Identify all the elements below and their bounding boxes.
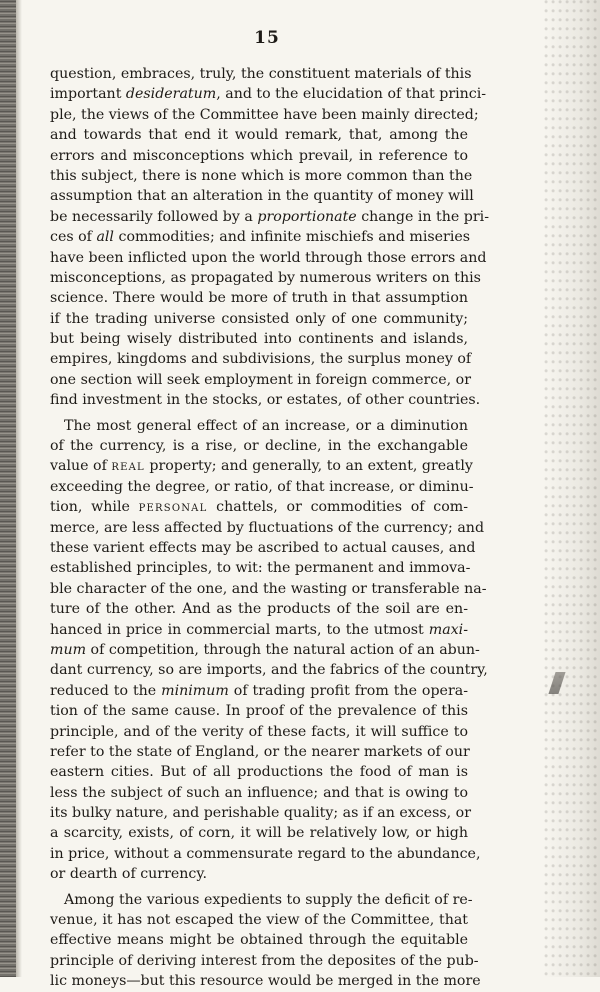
page-number: 15 — [254, 28, 280, 48]
text-line: value of REAL property; and generally, to an extent, greatly — [50, 458, 473, 475]
text-line: tion, while PERSONAL chattels, or commodities of com- — [50, 499, 468, 516]
paragraph — [50, 890, 481, 992]
text-line: lic moneys—but this resource would be merged in the more — [50, 973, 481, 990]
text-line: its bulky nature, and perishable quality; as if an excess, or — [50, 805, 471, 822]
text-line: a scarcity, exists, of corn, it will be relatively low, or high — [50, 825, 468, 842]
text-line: The most general effect of an increase, or a diminution — [64, 417, 468, 434]
text-line: effective means might be obtained through the equitable — [50, 932, 468, 949]
text-line: tion of the same cause. In proof of the prevalence of this — [50, 703, 468, 720]
text-line: but being wisely distributed into continents and islands, — [50, 331, 468, 348]
text-line: in price, without a commensurate regard to the abundance, — [50, 845, 481, 862]
text-line: Among the various expedients to supply the deficit of re- — [64, 891, 473, 908]
document-body — [50, 64, 489, 992]
text-line: ble character of the one, and the wasting or transferable na- — [50, 580, 487, 597]
text-line: important desideratum, and to the elucidation of that princi- — [50, 86, 487, 103]
text-line: refer to the state of England, or the nearer markets of our — [50, 743, 470, 760]
text-line: principle, and of the verity of these facts, it will suffice to — [50, 723, 468, 740]
text-line: or dearth of currency. — [50, 866, 207, 883]
paragraph — [50, 416, 488, 885]
text-line: question, embraces, truly, the constituent materials of this — [50, 66, 472, 82]
text-line: and towards that end it would remark, that, among the — [50, 127, 468, 144]
text-line: this subject, there is none which is more common than the — [50, 167, 473, 184]
text-line: find investment in the stocks, or estates, of other countries. — [50, 392, 481, 409]
text-line: reduced to the minimum of trading profit from the opera- — [50, 682, 468, 699]
text-line: of the currency, is a rise, or decline, in the exchangable — [50, 438, 468, 455]
text-line: hanced in price in commercial marts, to the utmost maxi- — [50, 621, 468, 638]
text-line: ple, the views of the Committee have been mainly directed; — [50, 106, 479, 123]
text-line: science. There would be more of truth in that assumption — [50, 290, 468, 307]
text-line: have been inflicted upon the world through those errors and — [50, 249, 487, 266]
paragraph — [50, 64, 489, 411]
text-line: these varient effects may be ascribed to actual causes, and — [50, 539, 476, 556]
text-line: established principles, to wit: the permanent and immova- — [50, 560, 471, 577]
page-binding-edge — [0, 0, 16, 977]
page-right-margin — [544, 0, 600, 977]
text-line: venue, it has not escaped the view of the Committee, that — [50, 912, 468, 929]
text-line: principle of deriving interest from the deposites of the pub- — [50, 952, 479, 969]
text-line: ture of the other. And as the products of the soil are en- — [50, 601, 468, 618]
text-line: merce, are less affected by fluctuations of the currency; and — [50, 519, 485, 536]
text-line: one section will seek employment in foreign commerce, or — [50, 371, 471, 388]
text-line: mum of competition, through the natural action of an abun- — [50, 641, 480, 658]
text-line: empires, kingdoms and subdivisions, the surplus money of — [50, 351, 472, 368]
text-line: if the trading universe consisted only of one community; — [50, 310, 468, 327]
text-line: misconceptions, as propagated by numerous writers on this — [50, 269, 481, 286]
text-line: be necessarily followed by a proportionate change in the pri- — [50, 208, 489, 225]
text-line: exceeding the degree, or ratio, of that increase, or diminu- — [50, 478, 474, 495]
text-line: less the subject of such an influence; and that is owing to — [50, 784, 468, 801]
text-line: eastern cities. But of all productions the food of man is — [50, 764, 468, 781]
text-line: assumption that an alteration in the quantity of money will — [50, 188, 474, 205]
text-line: errors and misconceptions which prevail, in reference to — [50, 147, 468, 164]
text-line: ces of all commodities; and infinite mischiefs and miseries — [50, 229, 471, 246]
text-line: dant currency, so are imports, and the fabrics of the country, — [50, 662, 488, 679]
page-binding-shadow — [16, 0, 22, 977]
